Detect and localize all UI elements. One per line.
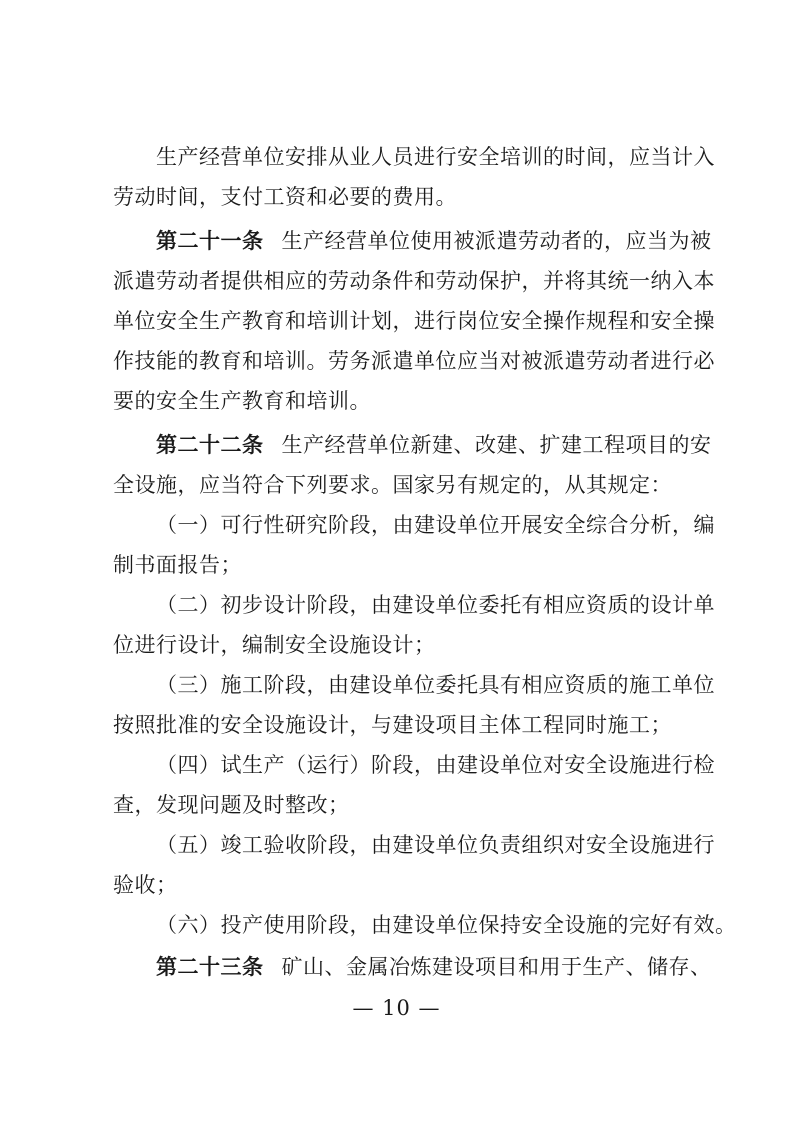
clause-5-line: （五）竣工验收阶段，由建设单位负责组织对安全设施进行	[156, 833, 715, 857]
clause-6-line: （六）投产使用阶段，由建设单位保持安全设施的完好有效。	[156, 913, 737, 937]
article-heading: 第二十二条	[156, 433, 264, 457]
paragraph-line: 生产经营单位安排从业人员进行安全培训的时间，应当计入	[156, 145, 715, 169]
paragraph-line: 作技能的教育和培训。劳务派遣单位应当对被派遣劳动者进行必	[113, 349, 715, 373]
paragraph-line: 制书面报告；	[113, 553, 242, 577]
article-21-line: 第二十一条 生产经营单位使用被派遣劳动者的，应当为被	[156, 229, 712, 253]
paragraph-line: 全设施，应当符合下列要求。国家另有规定的，从其规定：	[113, 473, 672, 497]
paragraph-line: 要的安全生产教育和培训。	[113, 389, 371, 413]
paragraph-line: 单位安全生产教育和培训计划，进行岗位安全操作规程和安全操	[113, 309, 715, 333]
paragraph-line: 验收；	[113, 873, 178, 897]
article-heading: 第二十三条	[156, 955, 264, 979]
page-number: — 10 —	[352, 996, 441, 1020]
clause-2-line: （二）初步设计阶段，由建设单位委托有相应资质的设计单	[156, 593, 715, 617]
clause-4-line: （四）试生产（运行）阶段，由建设单位对安全设施进行检	[156, 753, 715, 777]
paragraph-line: 派遣劳动者提供相应的劳动条件和劳动保护，并将其统一纳入本	[113, 269, 715, 293]
paragraph-line: 位进行设计，编制安全设施设计；	[113, 633, 436, 657]
paragraph-line: 劳动时间，支付工资和必要的费用。	[113, 185, 457, 209]
clause-1-line: （一）可行性研究阶段，由建设单位开展安全综合分析，编	[156, 513, 715, 537]
clause-3-line: （三）施工阶段，由建设单位委托具有相应资质的施工单位	[156, 673, 715, 697]
paragraph-line: 按照批准的安全设施设计，与建设项目主体工程同时施工；	[113, 713, 672, 737]
article-22-line: 第二十二条 生产经营单位新建、改建、扩建工程项目的安	[156, 433, 712, 457]
paragraph-line: 查，发现问题及时整改；	[113, 793, 350, 817]
article-23-line: 第二十三条 矿山、金属冶炼建设项目和用于生产、储存、	[156, 955, 712, 979]
article-heading: 第二十一条	[156, 229, 264, 253]
